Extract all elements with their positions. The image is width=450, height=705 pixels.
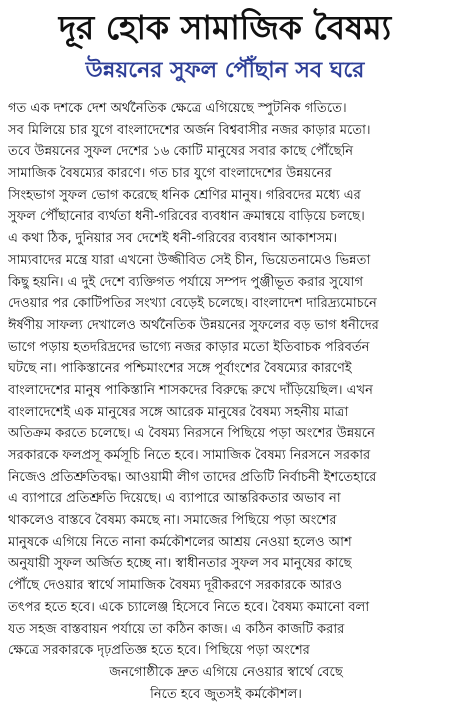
body-line: বাংলাদেশেই এক মানুষের সঙ্গে আরেক মানুষের বৈষম্য সহনীয় মাত্রা <box>8 404 349 420</box>
body-line: গত এক দশকে দেশ অর্থনৈতিক ক্ষেত্রে এগিয়েছে স্পুটনিক গতিতে। <box>8 101 347 116</box>
body-line: অনুযায়ী সুফল অর্জিত হচ্ছে না। স্বাধীনতার সুফল সব মানুষের কাছে <box>8 556 352 572</box>
body-line: এ ব্যাপারে প্রতিশ্রুতি দিয়েছে। এ ব্যাপারে আন্তরিকতার অভাব না <box>8 491 341 507</box>
article-body <box>8 98 444 705</box>
body-line: দেওয়ার পর কোটিপতির সংখ্যা বেড়েই চলেছে। বাংলাদেশ দারিদ্র্যমোচনে <box>8 296 377 312</box>
body-line: সামাজিক বৈষম্যের কারণে। গত চার যুগে বাংলাদেশের উন্নয়নের <box>8 166 332 182</box>
body-line: যত সহজ বাস্তবায়ন পর্যায়ে তা কঠিন কাজ। এ কঠিন কাজটি করার <box>8 621 345 637</box>
body-line: কিছু হয়নি। এ দুই দেশে ব্যক্তিগত পর্যায়ে সম্পদ পুঞ্জীভূত করার সুযোগ <box>8 274 364 290</box>
body-line: থাকলেও বাস্তবে বৈষম্য কমছে না। সমাজের পিছিয়ে পড়া অংশের <box>8 513 337 529</box>
body-line: ক্ষেত্রে সরকারকে দৃঢ়প্রতিজ্ঞ হতে হবে। পিছিয়ে পড়া অংশের <box>8 643 310 659</box>
body-line: এ কথা ঠিক, দুনিয়ার সব দেশেই ধনী-গরিবের ব্যবধান আকাশসম। <box>8 231 338 247</box>
body-line: বাংলাদেশের মানুষ পাকিস্তানি শাসকদের বিরুদ্ধে রুখে দাঁড়িয়েছিল। এখন <box>8 382 373 398</box>
subheadline: উন্নয়নের সুফল পৌঁছান সব ঘরে <box>85 58 365 83</box>
body-line: নিতে হবে জুতসই কর্মকৌশল। <box>150 686 302 702</box>
body-line: সুফল পৌঁছানোর ব্যর্থতা ধনী-গরিবের ব্যবধান ক্রমান্বয়ে বাড়িয়ে চলছে। <box>8 209 365 225</box>
headline: দূর হোক সামাজিক বৈষম্য <box>58 8 392 47</box>
body-line: সাম্যবাদের মন্ত্রে যারা এখনো উজ্জীবিত সেই চীন, ভিয়েতনামেও ভিন্নতা <box>8 252 371 268</box>
body-line: ঘটছে না। পাকিস্তানের পশ্চিমাংশের সঙ্গে পূর্বাংশের বৈষম্যের কারণেই <box>8 361 352 377</box>
body-line: তবে উন্নয়নের সুফল দেশের ১৬ কোটি মানুষের সবার কাছে পৌঁছেনি <box>8 144 354 160</box>
body-line: তৎপর হতে হবে। একে চ্যালেঞ্জ হিসেবে নিতে হবে। বৈষম্য কমানো বলা <box>8 599 370 615</box>
body-line: সরকারকে ফলপ্রসূ কর্মসূচি নিতে হবে। সামাজিক বৈষম্য নিরসনে সরকার <box>8 448 371 463</box>
body-line: নিজেও প্রতিশ্রুতিবদ্ধ। আওয়ামী লীগ তাদের প্রতিটি নির্বাচনী ইশতেহারে <box>8 469 377 485</box>
body-line: মানুষকে এগিয়ে নিতে নানা কর্মকৌশলের আশ্রয় নেওয়া হলেও আশ <box>8 534 352 550</box>
body-line: জনগোষ্ঠীকে দ্রুত এগিয়ে নেওয়ার স্বার্থে বেছে <box>109 664 343 680</box>
body-line: পৌঁছে দেওয়ার স্বার্থে সামাজিক বৈষম্য দূরীকরণে সরকারকে আরও <box>8 578 343 594</box>
body-line: ঈর্ষণীয় সাফল্য দেখালেও অর্থনৈতিক উন্নয়নের সুফলের বড় ভাগ ধনীদের <box>8 317 379 333</box>
body-line: সব মিলিয়ে চার যুগে বাংলাদেশের অর্জন বিশ্ববাসীর নজর কাড়ার মতো। <box>8 122 371 138</box>
body-line: সিংহভাগ সুফল ভোগ করেছে ধনিক শ্রেণির মানুষ। গরিবদের মধ্যে এর <box>8 187 361 203</box>
body-line: অতিক্রম করতে চলেছে। এ বৈষম্য নিরসনে পিছিয়ে পড়া অংশের উন্নয়নে <box>8 426 375 442</box>
body-line: ভাগে পড়ায় হতদরিদ্রদের ভাগ্যে নজর কাড়ার মতো ইতিবাচক পরিবর্তন <box>8 339 370 355</box>
